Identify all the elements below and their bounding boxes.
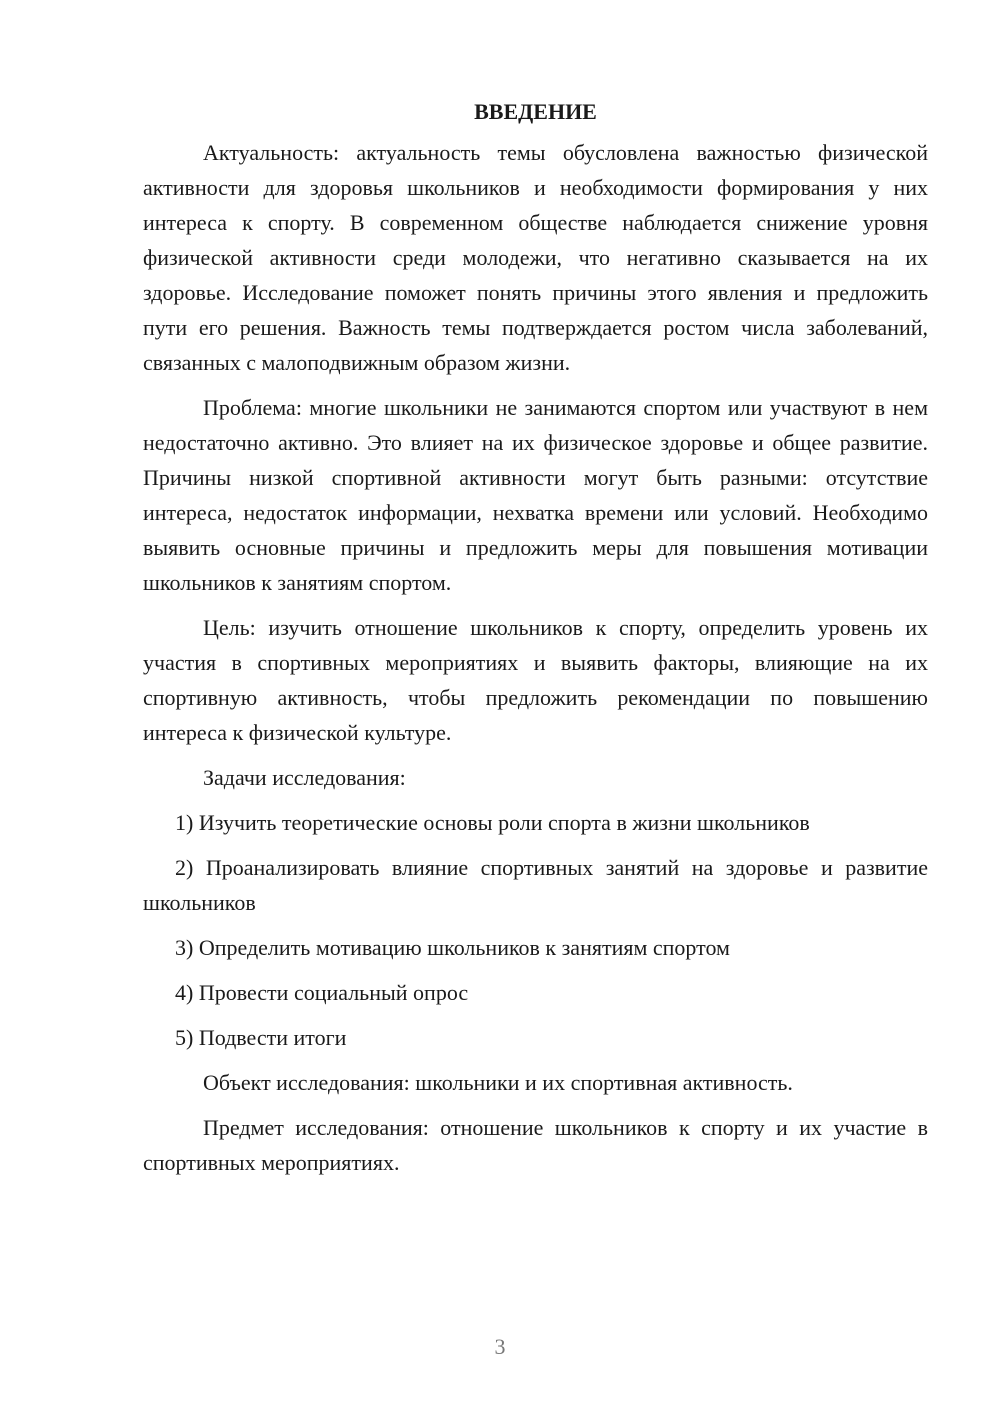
list-item: 3) Определить мотивацию школьников к занятиям спортом: [175, 935, 730, 960]
list-item: 1) Изучить теоретические основы роли спорта в жизни школьников: [175, 810, 810, 835]
problem-paragraph: Проблема: многие школьники не занимаются спортом или участвуют в нем недостаточно активно. Это влияет на их физическое здоровье и общее развитие. Причины низкой спортивной активности могут быть разными: отсутствие интереса, недостаток информации, нехватка времени или условий. Необходимо выявить основные причины и предложить меры для повышения мотивации школьников к занятиям спортом.: [143, 395, 928, 595]
goal-paragraph: Цель: изучить отношение школьников к спорту, определить уровень их участия в спортивных мероприятиях и выявить факторы, влияющие на их спортивную активность, чтобы предложить рекомендации по повышению интереса к физической культуре.: [143, 615, 928, 745]
list-item: 5) Подвести итоги: [175, 1025, 347, 1050]
relevance-paragraph: Актуальность: актуальность темы обусловлена важностью физической активности для здоровья школьников и необходимости формирования у них интереса к спорту. В современном обществе наблюдается снижение уровня физической активности среди молодежи, что негативно сказывается на их здоровье. Исследование поможет понять причины этого явления и предложить пути его решения. Важность темы подтверждается ростом числа заболеваний, связанных с малоподвижным образом жизни.: [143, 140, 928, 375]
page-title: ВВЕДЕНИЕ: [474, 99, 597, 124]
tasks-heading: Задачи исследования:: [203, 765, 406, 790]
subject-paragraph: Предмет исследования: отношение школьников к спорту и их участие в спортивных мероприятиях.: [143, 1115, 928, 1175]
object-paragraph: Объект исследования: школьники и их спортивная активность.: [203, 1070, 793, 1095]
list-item: 4) Провести социальный опрос: [175, 980, 469, 1005]
list-item: 2) Проанализировать влияние спортивных занятий на здоровье и развитие школьников: [143, 855, 928, 915]
page-number: 3: [494, 1334, 506, 1359]
document-body: [143, 94, 928, 1190]
